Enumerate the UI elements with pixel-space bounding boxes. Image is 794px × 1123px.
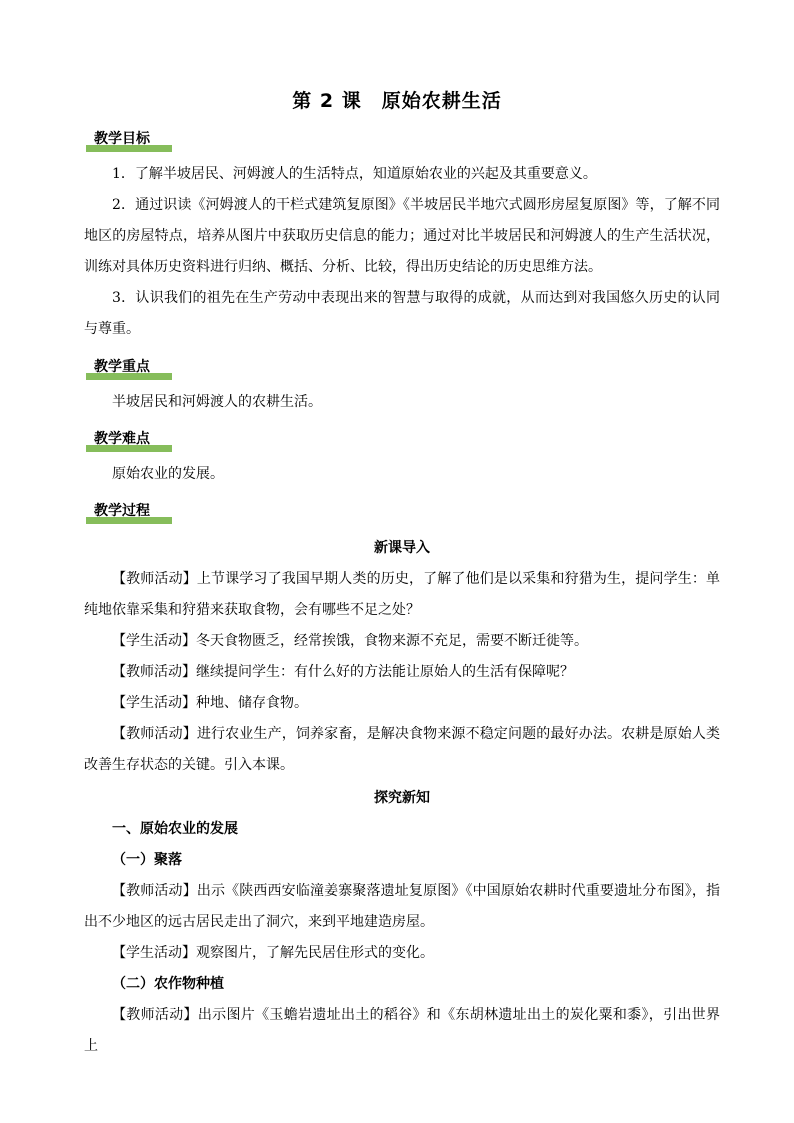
- heading-goals: 教学目标: [86, 130, 172, 152]
- goal-item-1: 1．了解半坡居民、河姆渡人的生活特点，知道原始农业的兴起及其重要意义。: [112, 166, 597, 182]
- intro-title: 新课导入: [374, 540, 430, 556]
- key-point: 半坡居民和河姆渡人的农耕生活。: [112, 394, 322, 410]
- lesson-title: 第 2 课 原始农耕生活: [292, 90, 502, 112]
- intro-para-5: 【教师活动】进行农业生产，饲养家畜，是解决食物来源不稳定问题的最好办法。农耕是原始人类改善生存状态的关键。引入本课。: [84, 726, 720, 773]
- goal-item-2: 2．通过识读《河姆渡人的干栏式建筑复原图》《半坡居民半地穴式圆形房屋复原图》等，了解不同地区的房屋特点，培养从图片中获取历史信息的能力；通过对比半坡居民和河姆渡人的生产生活状况，训练对具体历史资料进行归纳、概括、分析、比较，得出历史结论的历史思维方法。: [84, 197, 720, 275]
- difficult-point: 原始农业的发展。: [112, 466, 224, 482]
- intro-para-1: 【教师活动】上节课学习了我国早期人类的历史，了解了他们是以采集和狩猎为生，提问学生：单纯地依靠采集和狩猎来获取食物，会有哪些不足之处？: [84, 571, 720, 618]
- subsection-1-heading: （一）聚落: [112, 852, 182, 868]
- intro-para-4: 【学生活动】种地、储存食物。: [112, 695, 308, 711]
- heading-difficult: 教学难点: [86, 430, 172, 452]
- explore-title: 探究新知: [374, 790, 430, 806]
- subsection-2-heading: （二）农作物种植: [112, 976, 224, 992]
- sub1-para-1: 【教师活动】出示《陕西西安临潼姜寨聚落遗址复原图》《中国原始农耕时代重要遗址分布图》，指出不少地区的远古居民走出了洞穴，来到平地建造房屋。: [84, 883, 720, 930]
- sub1-para-2: 【学生活动】观察图片，了解先民居住形式的变化。: [112, 945, 434, 961]
- sub2-para-1: 【教师活动】出示图片《玉蟾岩遗址出土的稻谷》和《东胡林遗址出土的炭化粟和黍》，引出世界上: [84, 1007, 720, 1054]
- section-1-heading: 一、原始农业的发展: [112, 821, 238, 837]
- goal-item-3: 3．认识我们的祖先在生产劳动中表现出来的智慧与取得的成就，从而达到对我国悠久历史的认同与尊重。: [84, 290, 720, 337]
- intro-para-3: 【教师活动】继续提问学生：有什么好的方法能让原始人的生活有保障呢？: [112, 664, 574, 680]
- intro-para-2: 【学生活动】冬天食物匮乏，经常挨饿，食物来源不充足，需要不断迁徙等。: [112, 633, 588, 649]
- heading-process: 教学过程: [86, 502, 172, 524]
- heading-key: 教学重点: [86, 358, 172, 380]
